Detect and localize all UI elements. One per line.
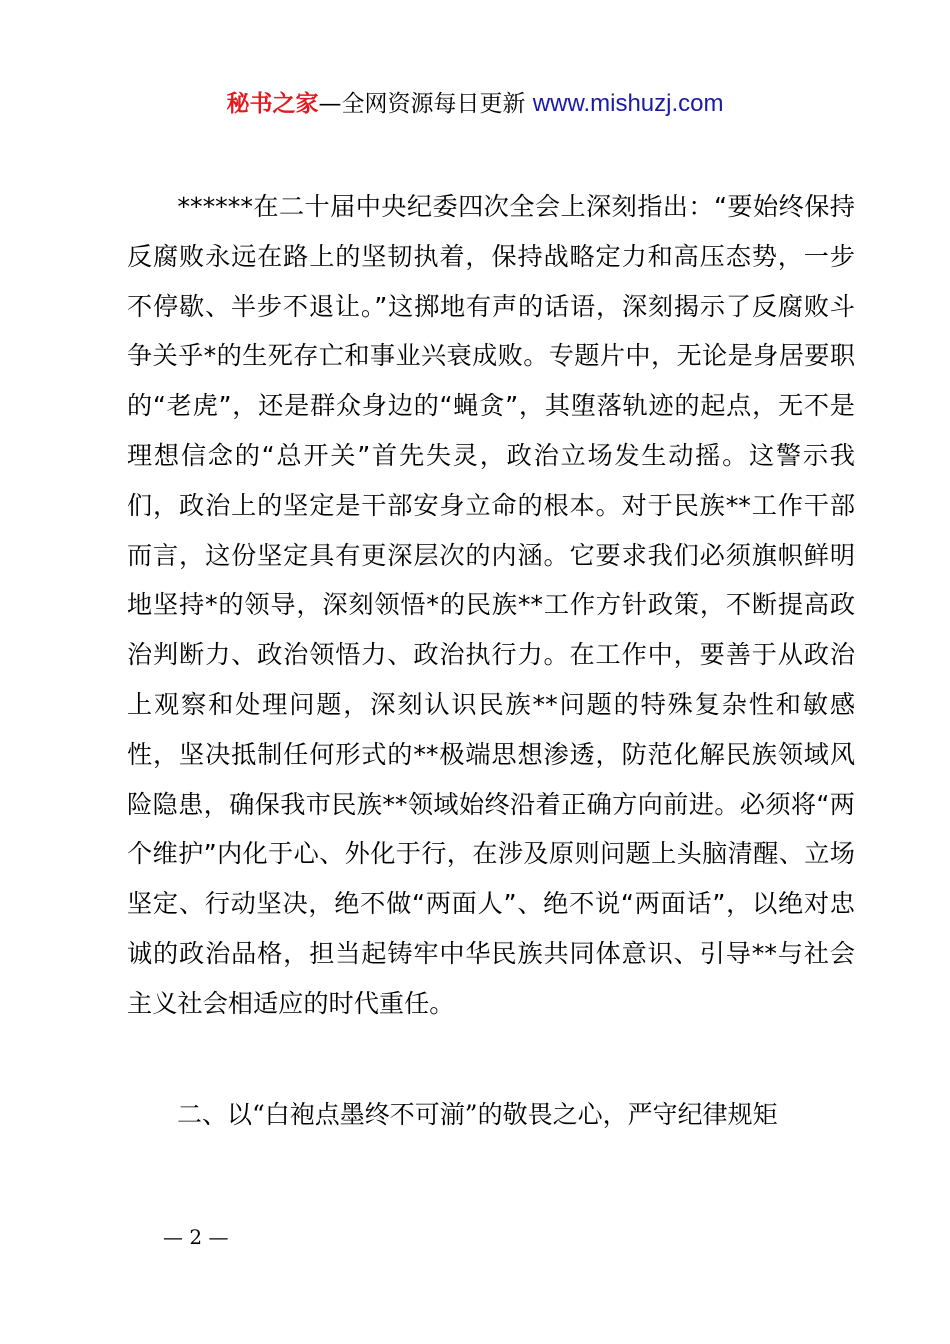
site-header <box>0 86 950 122</box>
section-heading: 二、以“白袍点墨终不可湔”的敬畏之心，严守纪律规矩 <box>177 1100 778 1129</box>
site-url-link[interactable]: www.mishuzj.com <box>532 90 724 117</box>
body-paragraph: ******在二十届中央纪委四次全会上深刻指出：“要始终保持反腐败永远在路上的坚韧执着，保持战略定力和高压态势，一步不停歇、半步不退让。”这掷地有声的话语，深刻揭示了反腐败斗争关乎*的生死存亡和事业兴衰成败。专题片中，无论是身居要职的“老虎”，还是群众身边的“蝇贪”，其堕落轨迹的起点，无不是理想信念的“总开关”首先失灵，政治立场发生动摇。这警示我们，政治上的坚定是干部安身立命的根本。对于民族**工作干部而言，这份坚定具有更深层次的内涵。它要求我们必须旗帜鲜明地坚持*的领导，深刻领悟*的民族**工作方针政策，不断提高政治判断力、政治领悟力、政治执行力。在工作中，要善于从政治上观察和处理问题，深刻认识民族**问题的特殊复杂性和敏感性，坚决抵制任何形式的**极端思想渗透，防范化解民族领域风险隐患，确保我市民族**领域始终沿着正确方向前进。必须将“两个维护”内化于心、外化于行，在涉及原则问题上头脑清醒、立场坚定、行动坚决，绝不做“两面人”、绝不说“两面话”，以绝对忠诚的政治品格，担当起铸牢中华民族共同体意识、引导**与社会主义社会相适应的时代重任。 <box>127 192 855 1018</box>
header-tagline: —全网资源每日更新 <box>318 91 526 117</box>
page-number: — 2 — <box>163 1225 229 1249</box>
document-body <box>127 182 855 1029</box>
brand-name: 秘书之家 <box>226 91 319 117</box>
